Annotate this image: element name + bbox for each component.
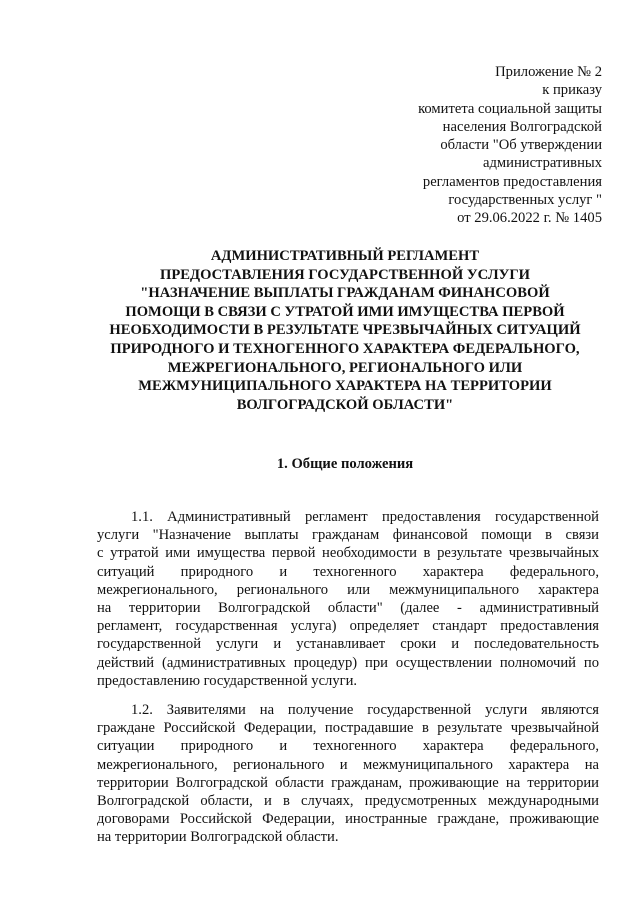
title-line: АДМИНИСТРАТИВНЫЙ РЕГЛАМЕНТ — [210, 248, 480, 264]
paragraph-line: государственной услуги и устанавливает сроки и последовательность — [97, 636, 599, 653]
paragraph-line: ситуации природного и техногенного характера федерального, — [97, 738, 599, 755]
paragraph-line: межрегионального, регионального или межмуниципального характера — [97, 581, 599, 598]
appendix-line: области "Об утверждении — [440, 137, 602, 154]
paragraph-line: на территории Волгоградской области. — [97, 829, 339, 846]
paragraph-line: 1.2. Заявителями на получение государственной услуги являются — [131, 702, 599, 718]
paragraph-line: услуги "Назначение выплаты гражданам финансовой помощи в связи — [97, 527, 599, 544]
title-line: ПРИРОДНОГО И ТЕХНОГЕННОГО ХАРАКТЕРА ФЕДЕРАЛЬНОГО, — [110, 340, 580, 357]
title-line: МЕЖМУНИЦИПАЛЬНОГО ХАРАКТЕРА НА ТЕРРИТОРИИ — [138, 378, 552, 395]
title-line: НЕОБХОДИМОСТИ В РЕЗУЛЬТАТЕ ЧРЕЗВЫЧАЙНЫХ СИТУАЦИЙ — [109, 322, 581, 339]
paragraph-line: предоставлению государственной услуги. — [97, 672, 358, 689]
paragraph-line: граждане Российской Федерации, пострадавшие в результате чрезвычайной — [97, 720, 599, 737]
paragraph-line: действий (административных процедур) при осуществлении полномочий по — [97, 654, 599, 671]
appendix-line: административных — [483, 155, 602, 172]
paragraph-line: территории Волгоградской области гражданам, проживающие на территории — [97, 774, 599, 791]
appendix-line: к приказу — [542, 82, 602, 99]
section-heading: 1. Общие положения — [276, 456, 414, 472]
paragraph-1-2 — [97, 701, 599, 847]
title-line: ВОЛГОГРАДСКОЙ ОБЛАСТИ" — [236, 396, 454, 413]
appendix-line: Приложение № 2 — [495, 64, 602, 80]
appendix-line: населения Волгоградской — [442, 118, 602, 135]
title-line: ПРЕДОСТАВЛЕНИЯ ГОСУДАРСТВЕННОЙ УСЛУГИ — [160, 266, 530, 283]
paragraph-line: на территории Волгоградской области" (далее - административный — [97, 600, 599, 617]
paragraph-line: ситуаций природного и техногенного характера федерального, — [97, 563, 599, 580]
appendix-line: государственных услуг " — [448, 192, 602, 209]
document-title — [70, 247, 620, 414]
paragraph-line: с утратой ими имущества первой необходимости в результате чрезвычайных — [97, 545, 599, 562]
paragraph-line: 1.1. Административный регламент предоставления государственной — [131, 509, 599, 525]
paragraph-1-1 — [97, 508, 599, 690]
paragraph-line: договорами Российской Федерации, иностранные граждане, проживающие — [97, 811, 599, 828]
appendix-line: комитета социальной защиты — [418, 100, 602, 117]
paragraph-line: Волгоградской области, и в случаях, предусмотренных международными — [97, 793, 599, 810]
title-line: ПОМОЩИ В СВЯЗИ С УТРАТОЙ ИМИ ИМУЩЕСТВА ПЕРВОЙ — [125, 303, 565, 320]
appendix-line: от 29.06.2022 г. № 1405 — [457, 210, 602, 227]
appendix-block — [372, 63, 602, 228]
title-line: МЕЖРЕГИОНАЛЬНОГО, РЕГИОНАЛЬНОГО ИЛИ — [167, 359, 523, 376]
appendix-line: регламентов предоставления — [422, 173, 602, 190]
paragraph-line: межрегионального, регионального и межмуниципального характера на — [97, 756, 599, 773]
paragraph-line: регламент, государственная услуга) определяет стандарт предоставления — [97, 618, 599, 635]
title-line: "НАЗНАЧЕНИЕ ВЫПЛАТЫ ГРАЖДАНАМ ФИНАНСОВОЙ — [140, 285, 550, 302]
